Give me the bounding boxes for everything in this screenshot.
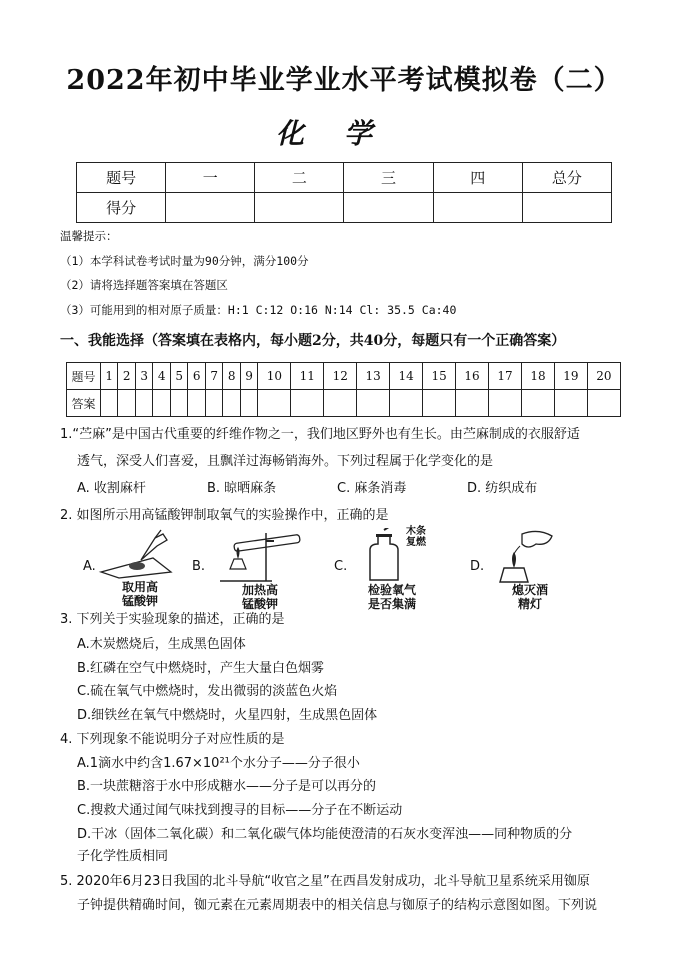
answer-cell[interactable] [258,390,291,417]
question-4-option: A.1滴水中约含1.67×10²¹个水分子——分子很小 [77,756,360,771]
splint-relit-tag [402,526,430,548]
answer-cell[interactable] [188,390,205,417]
answer-cell[interactable] [521,390,554,417]
question-1-line: 1.“苎麻”是中国古代重要的纤维作物之一，我们地区野外也有生长。由苎麻制成的衣服舒适 [60,427,580,442]
question-2-line: 2. 如图所示用高锰酸钾制取氧气的实验操作中，正确的是 [60,508,389,523]
score-input-cell[interactable] [522,193,611,223]
subject-title: 化学 [275,117,412,150]
section1-heading: 一、我能选择（答案填在表格内，每小题2分，共40分，每题只有一个正确答案） [60,333,566,349]
answer-cell[interactable] [423,390,456,417]
question-4-line: 4. 下列现象不能说明分子对应性质的是 [60,732,285,747]
score-input-cell[interactable] [433,193,522,223]
question-1-option: B. 晾晒麻条 [207,481,277,496]
score-input-cell[interactable] [255,193,344,223]
answer-number: 20 [587,363,620,390]
question-1-option: C. 麻条消毒 [337,481,407,496]
answer-number: 12 [324,363,357,390]
score-table [76,162,612,223]
answer-number: 15 [423,363,456,390]
answer-number: 2 [118,363,135,390]
answer-cell[interactable] [390,390,423,417]
answer-cell[interactable] [324,390,357,417]
answer-number: 9 [240,363,257,390]
answer-number: 10 [258,363,291,390]
heating-setup-illustration [212,527,304,583]
answer-number: 11 [291,363,324,390]
score-header-cell: 三 [344,163,433,193]
answer-number-row [67,363,621,390]
score-header-cell: 总分 [522,163,611,193]
note-item: （1）本学科试卷考试时量为90分钟，满分100分 [60,254,309,268]
option-letter: A. [83,559,96,574]
answer-cell[interactable] [153,390,170,417]
answer-number: 5 [170,363,187,390]
answer-number-label: 题号 [67,363,101,390]
question-5-line: 5. 2020年6月23日我国的北斗导航“收官之星”在西昌发射成功，北斗导航卫星系统采用铷原 [60,874,590,889]
tag-line: 木条 [406,526,426,537]
answer-cell[interactable] [101,390,118,417]
answer-number: 1 [101,363,118,390]
option-letter: C. [334,559,348,574]
answer-cell[interactable] [118,390,135,417]
score-input-cell[interactable] [344,193,433,223]
answer-number: 7 [205,363,222,390]
tag-line: 复燃 [406,537,426,548]
question-4-option: 子化学性质相同 [77,849,169,864]
answer-number: 13 [357,363,390,390]
answer-input-row [67,390,621,417]
score-header-cell: 四 [433,163,522,193]
question-1-option: A. 收割麻杆 [77,481,146,496]
scoop-powder-illustration [97,528,177,580]
answer-cell[interactable] [489,390,522,417]
figure-c-caption [352,583,432,611]
caption-line: 检验氧气 [367,583,416,597]
question-1-option: D. 纺织成布 [467,481,538,496]
option-letter: B. [192,559,206,574]
score-header-cell: 二 [255,163,344,193]
answer-table [66,362,621,417]
question-5-line: 子钟提供精确时间，铷元素在元素周期表中的相关信息与铷原子的结构示意图如图。下列说 [77,898,598,913]
question-4-option: B.一块蔗糖溶于水中形成糖水——分子是可以再分的 [77,779,377,794]
caption-line: 取用高 [121,580,158,594]
caption-line: 加热高 [241,583,278,597]
answer-cell[interactable] [135,390,152,417]
question-3-option: C.硫在氧气中燃烧时，发出微弱的淡蓝色火焰 [77,684,338,699]
answer-row-label: 答案 [67,390,101,417]
notes-heading: 温馨提示： [60,229,118,243]
answer-cell[interactable] [170,390,187,417]
blow-out-lamp-illustration [492,528,558,584]
caption-line: 是否集满 [367,597,416,611]
caption-line: 精灯 [517,597,542,611]
caption-line: 锰酸钾 [121,594,158,608]
caption-line: 锰酸钾 [241,597,278,611]
question-1-options [77,480,597,498]
answer-number: 6 [188,363,205,390]
answer-number: 19 [554,363,587,390]
caption-line: 熄灭酒 [511,583,548,597]
answer-number: 3 [135,363,152,390]
score-input-cell[interactable] [166,193,255,223]
question-1-line: 透气，深受人们喜爱，且飘洋过海畅销海外。下列过程属于化学变化的是 [77,454,494,469]
answer-cell[interactable] [205,390,222,417]
question-3-option: D.细铁丝在氧气中燃烧时，火星四射，生成黑色固体 [77,708,378,723]
score-row-label: 得分 [77,193,166,223]
answer-number: 14 [390,363,423,390]
score-table-header-row [77,163,612,193]
answer-number: 16 [456,363,489,390]
question-3-option: B.红磷在空气中燃烧时，产生大量白色烟雾 [77,661,325,676]
figure-d-caption [498,583,562,611]
answer-cell[interactable] [291,390,324,417]
answer-number: 18 [521,363,554,390]
answer-cell[interactable] [357,390,390,417]
answer-cell[interactable] [587,390,620,417]
figure-a-caption [108,580,172,608]
score-table-score-row [77,193,612,223]
option-letter: D. [470,559,485,574]
answer-number: 8 [223,363,240,390]
note-item: （3）可能用到的相对原子质量：H:1 C:12 O:16 N:14 Cl: 35.5 Ca:40 [60,303,457,317]
question-4-option: D.干冰（固体二氧化碳）和二氧化碳气体均能使澄清的石灰水变浑浊——同种物质的分 [77,827,573,842]
score-header-cell: 一 [166,163,255,193]
note-item: （2）请将选择题答案填在答题区 [60,278,228,292]
answer-cell[interactable] [554,390,587,417]
answer-cell[interactable] [223,390,240,417]
question-3-option: A.木炭燃烧后，生成黑色固体 [77,637,246,652]
question-3-line: 3. 下列关于实验现象的描述，正确的是 [60,612,285,627]
answer-cell[interactable] [456,390,489,417]
score-header-cell: 题号 [77,163,166,193]
answer-number: 4 [153,363,170,390]
exam-title: 2022年初中毕业学业水平考试模拟卷（二） [66,65,622,96]
question-4-option: C.搜救犬通过闻气味找到搜寻的目标——分子在不断运动 [77,803,403,818]
answer-cell[interactable] [240,390,257,417]
answer-number: 17 [489,363,522,390]
figure-b-caption [228,583,292,611]
